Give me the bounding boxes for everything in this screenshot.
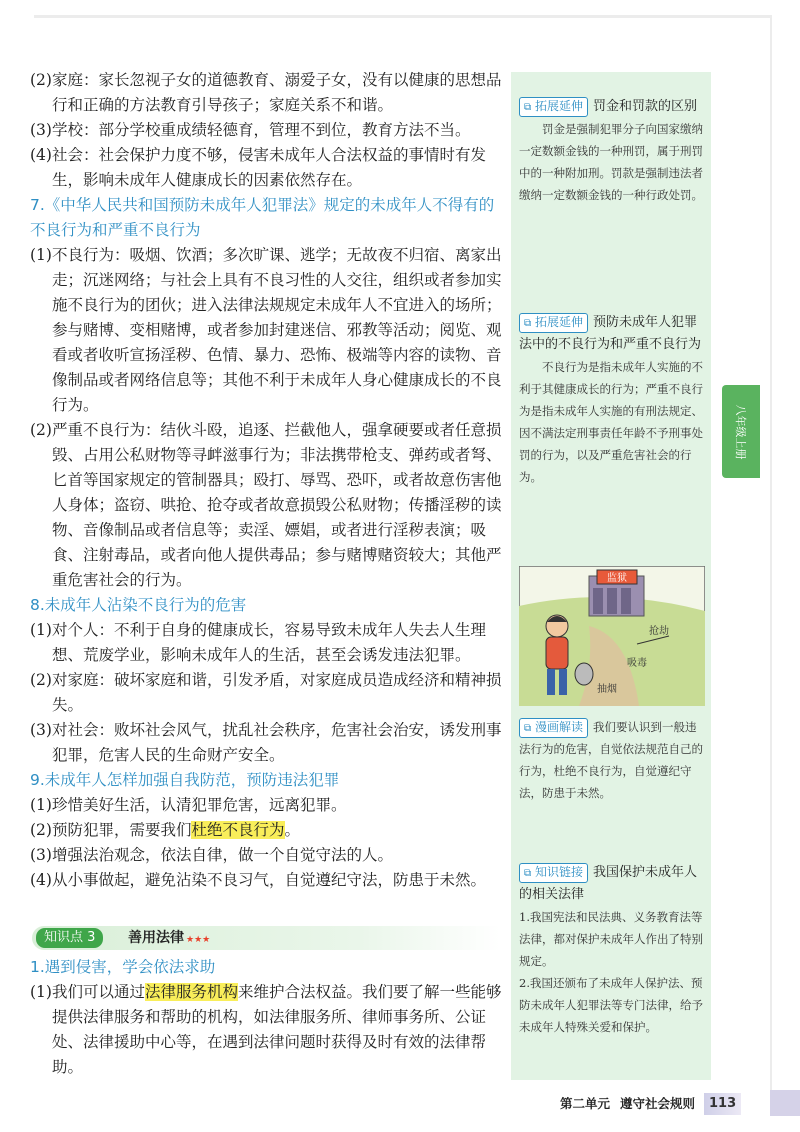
list-item: (3) 增强法治观念，依法自律，做一个自觉守法的人。 [30, 846, 393, 864]
cartoon-illustration [519, 566, 705, 706]
star-icon: ★★★ [186, 935, 211, 945]
list-item: (2) 严重不良行为：结伙斗殴，追逐、拦截他人，强拿硬要或者任意损毁、占用公私财物等寻衅滋事行为；非法携带枪支、弹药或者弩、匕首等国家规定的管制器具；殴打、辱骂、恐吓，或者故意伤害他人身体；盗窃、哄抢、抢夺或者故意损毁公私财物；传播淫秽的读物、音像制品或者信息等；卖淫、嫖娼，或者进行淫秽表演；吸食、注射毒品，或者向他人提供毒品；参与赌博赌资较大；其他严重危害社会的行为。 [30, 421, 502, 589]
right-border [770, 15, 772, 1090]
sidebar-box-cartoon: ⧉ 漫画解读 我们要认识到一般违法行为的危害，自觉依法规范自己的行为，杜绝不良行为，自觉遵纪守法，防患于未然。 [519, 720, 703, 800]
link-icon: ⧉ [524, 318, 532, 329]
list-item: (2) 对家庭：破坏家庭和谐，引发矛盾，对家庭成员造成经济和精神损失。 [30, 671, 502, 714]
cartoon-label-drugs: 吸毒 [627, 658, 647, 669]
knowledge-point-title: 善用法律 ★★★ [128, 930, 211, 946]
main-column [30, 68, 508, 893]
section-heading-1: 1.遇到侵害，学会依法求助 [30, 958, 216, 976]
extension-tag: ⧉ 拓展延伸 [519, 313, 588, 333]
cartoon-sign: 监狱 [607, 573, 627, 584]
section-heading-9: 9.未成年人怎样加强自我防范，预防违法犯罪 [30, 771, 340, 789]
knowledge-link-tag: ⧉ 知识链接 [519, 863, 588, 883]
main-column-lower [30, 955, 508, 1080]
link-icon: ⧉ [524, 102, 532, 113]
grade-side-tab: 八年级上册 [722, 385, 760, 478]
list-item: (1) 对个人：不利于自身的健康成长，容易导致未成年人失去人生理想、荒废学业，影响未成年人的生活，甚至会诱发违法犯罪。 [30, 621, 486, 664]
list-item: (3) 学校：部分学校重成绩轻德育，管理不到位，教育方法不当。 [30, 121, 471, 139]
footer-title: 遵守社会规则 [620, 1096, 696, 1111]
knowledge-point-label: 知识点 3 [36, 928, 103, 948]
footer-stripe [770, 1090, 800, 1116]
list-item: (2) 预防犯罪，需要我们杜绝不良行为。 [30, 821, 301, 839]
sidebar-box-knowledge-link: ⧉ 知识链接 我国保护未成年人的相关法律 1.我国宪法和民法典、义务教育法等法律，都对保护未成年人作出了特别规定。 2.我国还颁布了未成年人保护法、预防未成年人犯罪法等专门法律，给予未成年人特殊关爱和保护。 [519, 865, 703, 1034]
list-item: (4) 社会：社会保护力度不够，侵害未成年人合法权益的事情时有发生，影响未成年人健康成长的因素依然存在。 [30, 146, 486, 189]
list-item: (1) 珍惜美好生活，认清犯罪危害，远离犯罪。 [30, 796, 347, 814]
page-number: 113 [704, 1093, 741, 1115]
list-item: (1) 我们可以通过法律服务机构来维护合法权益。我们要了解一些能够提供法律服务和帮助的机构，如法律服务所、律师事务所、公证处、法律援助中心等，在遇到法律问题时获得及时有效的法律帮助。 [30, 983, 502, 1076]
link-icon: ⧉ [524, 723, 532, 734]
list-item: (3) 对社会：败坏社会风气，扰乱社会秩序，危害社会治安，诱发刑事犯罪，危害人民的生命财产安全。 [30, 721, 502, 764]
list-item: (1) 不良行为：吸烟、饮酒；多次旷课、逃学；无故夜不归宿、离家出走；沉迷网络；与社会上具有不良习性的人交往，组织或者参加实施不良行为的团伙；进入法律法规规定未成年人不宜进入的场所；参与赌博、变相赌博，或者参加封建迷信、邪教等活动；阅览、观看或者收听宣扬淫秽、色情、暴力、恐怖、极端等内容的读物、音像制品或者网络信息等；其他不利于未成年人身心健康成长的不良行为。 [30, 246, 502, 414]
list-item: (2) 家庭：家长忽视子女的道德教育、溺爱子女，没有以健康的思想品行和正确的方法教育引导孩子；家庭关系不和谐。 [30, 71, 502, 114]
cartoon-label-smoking: 抽烟 [597, 684, 617, 695]
sidebar-box-extension-1: ⧉ 拓展延伸 罚金和罚款的区别 罚金是强制犯罪分子向国家缴纳一定数额金钱的一种刑罚，属于刑罚中的一种附加刑。罚款是强制违法者缴纳一定数额金钱的一种行政处罚。 [519, 99, 703, 202]
highlight: 杜绝不良行为 [191, 821, 285, 839]
link-icon: ⧉ [524, 868, 532, 879]
list-item: (4) 从小事做起，避免沾染不良习气，自觉遵纪守法，防患于未然。 [30, 871, 486, 889]
section-heading-7: 7.《中华人民共和国预防未成年人犯罪法》规定的未成年人不得有的不良行为和严重不良行为 [30, 196, 495, 239]
cartoon-label-robbery: 抢劫 [649, 626, 669, 637]
section-heading-8: 8.未成年人沾染不良行为的危害 [30, 596, 247, 614]
extension-tag: ⧉ 拓展延伸 [519, 97, 588, 117]
highlight: 法律服务机构 [144, 983, 238, 1001]
footer-unit: 第二单元 [560, 1096, 611, 1111]
sidebar-box-extension-2: ⧉ 拓展延伸 预防未成年人犯罪法中的不良行为和严重不良行为 不良行为是指未成年人实施的不利于其健康成长的行为；严重不良行为是指未成年人实施的有刑法规定、因不满法定刑事责任年龄不予刑事处罚的行为，以及严重危害社会的行为。 [519, 315, 703, 484]
cartoon-tag: ⧉ 漫画解读 [519, 718, 588, 738]
top-border [34, 15, 770, 18]
